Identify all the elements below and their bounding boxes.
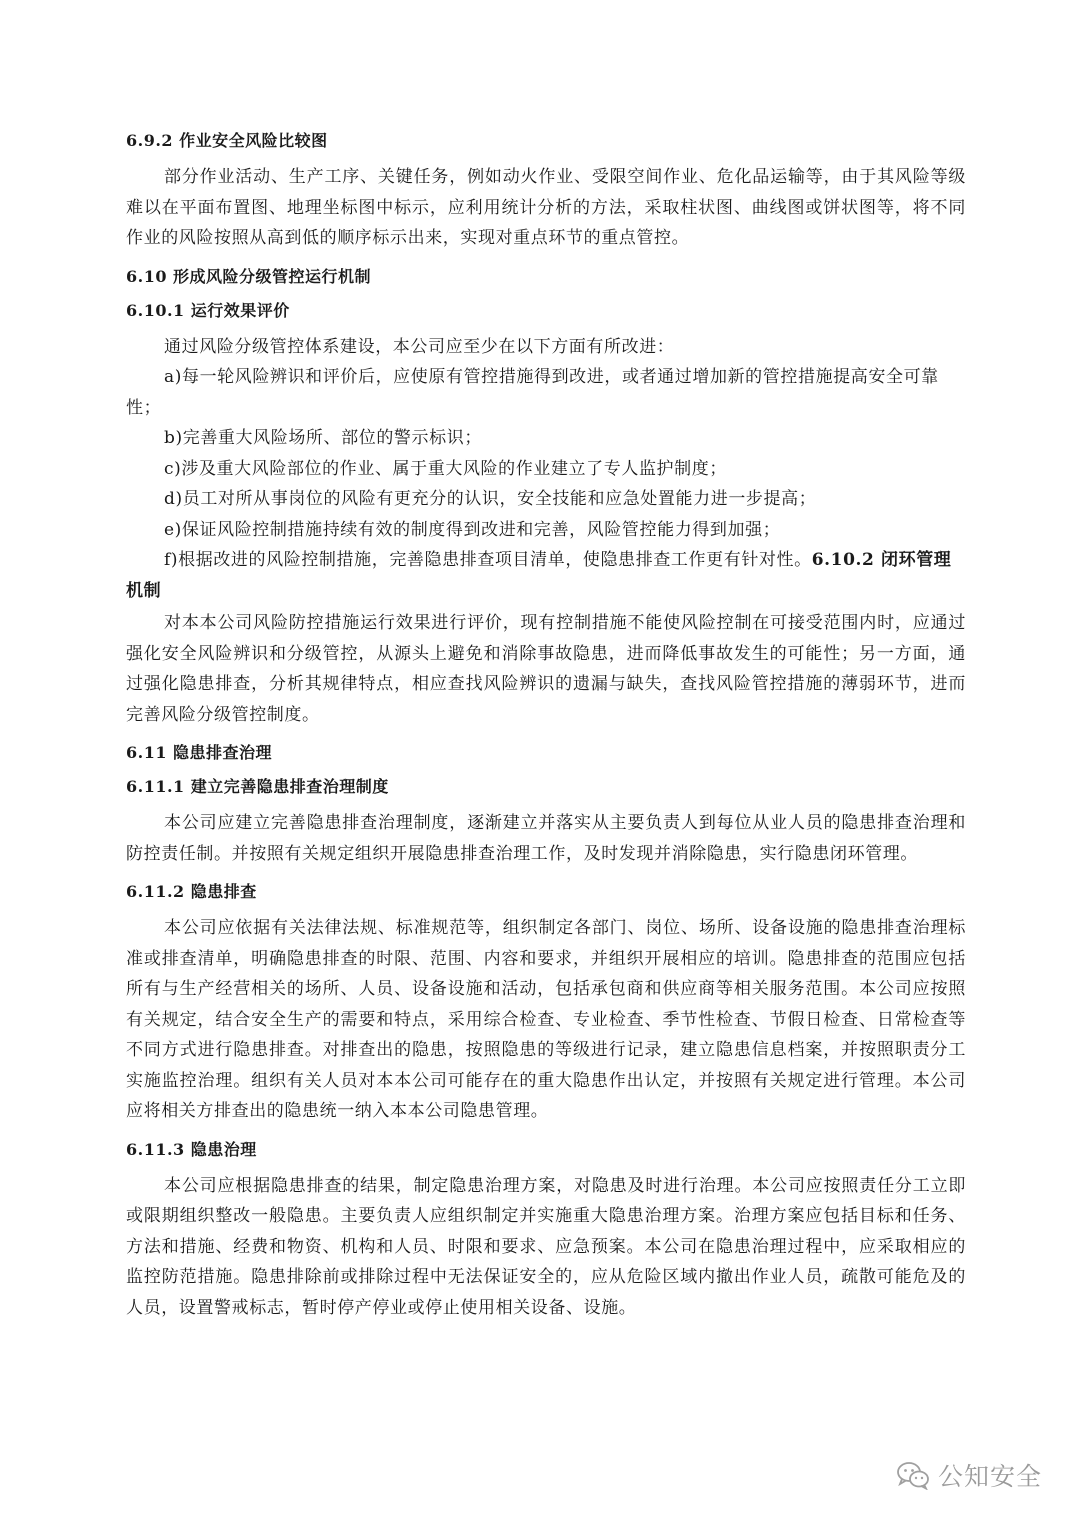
- section-heading-6-10-2: 6.10.2 闭环管理机制: [126, 550, 952, 601]
- section-paragraph-6-11-1: 本公司应建立完善隐患排查治理制度，逐渐建立并落实从主要负责人到每位从业人员的隐患排查治理和防控责任制。并按照有关规定组织开展隐患排查治理工作，及时发现并消除隐患，实行隐患闭环管理。: [126, 813, 966, 864]
- document-page: [126, 128, 966, 1333]
- list-item: c)涉及重大风险部位的作业、属于重大风险的作业建立了专人监护制度；: [164, 458, 727, 479]
- list-item: a)每一轮风险辨识和评价后，应使原有管控措施得到改进，或者通过增加新的管控措施提高安全可靠性；: [126, 367, 939, 418]
- section-heading-6-10: 6.10 形成风险分级管控运行机制: [126, 266, 372, 286]
- list-intro-6-10-1: 通过风险分级管控体系建设，本公司应至少在以下方面有所改进：: [164, 336, 675, 357]
- section-paragraph-6-11-2: 本公司应依据有关法律法规、标准规范等，组织制定各部门、岗位、场所、设备设施的隐患排查治理标准或排查清单，明确隐患排查的时限、范围、内容和要求，并组织开展相应的培训。隐患排查的范围应包括所有与生产经营相关的场所、人员、设备设施和活动，包括承包商和供应商等相关服务范围。本公司应按照有关规定，结合安全生产的需要和特点，采用综合检查、专业检查、季节性检查、节假日检查、日常检查等不同方式进行隐患排查。对排查出的隐患，按照隐患的等级进行记录，建立隐患信息档案，并按照职责分工实施监控治理。组织有关人员对本本公司可能存在的重大隐患作出认定，并按照有关规定进行管理。本公司应将相关方排查出的隐患统一纳入本本公司隐患管理。: [126, 918, 966, 1121]
- section-heading-6-11-3: 6.11.3 隐患治理: [126, 1139, 257, 1159]
- list-item: b)完善重大风险场所、部位的警示标识；: [164, 428, 482, 448]
- section-paragraph-6-11-3: 本公司应根据隐患排查的结果，制定隐患治理方案，对隐患及时进行治理。本公司应按照责任分工立即或限期组织整改一般隐患。主要负责人应组织制定并实施重大隐患治理方案。治理方案应包括目标和任务、方法和措施、经费和物资、机构和人员、时限和要求、应急预案。本公司在隐患治理过程中，应采取相应的监控防范措施。隐患排除前或排除过程中无法保证安全的，应从危险区域内撤出作业人员，疏散可能危及的人员，设置警戒标志，暂时停产停业或停止使用相关设备、设施。: [126, 1175, 966, 1318]
- section-paragraph-6-10-2: 对本本公司风险防控措施运行效果进行评价，现有控制措施不能使风险控制在可接受范围内时，应通过强化安全风险辨识和分级管控，从源头上避免和消除事故隐患，进而降低事故发生的可能性；另一方面，通过强化隐患排查，分析其规律特点，相应查找风险辨识的遗漏与缺失，查找风险管控措施的薄弱环节，进而完善风险分级管控制度。: [126, 613, 966, 725]
- improvement-list: [126, 362, 966, 606]
- watermark: [896, 1457, 1042, 1493]
- wechat-icon: [896, 1460, 930, 1490]
- list-item: d)员工对所从事岗位的风险有更充分的认识，安全技能和应急处置能力进一步提高；: [164, 489, 817, 509]
- section-heading-6-11-2: 6.11.2 隐患排查: [126, 882, 257, 901]
- section-paragraph-6-9-2: 部分作业活动、生产工序、关键任务，例如动火作业、受限空间作业、危化品运输等，由于其风险等级难以在平面布置图、地理坐标图中标示，应利用统计分析的方法，采取柱状图、曲线图或饼状图等，将不同作业的风险按照从高到低的顺序标示出来，实现对重点环节的重点管控。: [126, 167, 966, 248]
- section-heading-6-10-1: 6.10.1 运行效果评价: [126, 300, 290, 320]
- watermark-text: 公知安全: [937, 1462, 1042, 1491]
- section-heading-6-11: 6.11 隐患排查治理: [126, 743, 273, 762]
- list-item: f)根据改进的风险控制措施，完善隐患排查项目清单，使隐患排查工作更有针对性。6.10.2 闭环管理机制: [126, 550, 952, 601]
- list-item: e)保证风险控制措施持续有效的制度得到改进和完善，风险管控能力得到加强；: [164, 519, 781, 540]
- section-heading-6-9-2: 6.9.2 作业安全风险比较图: [126, 131, 328, 150]
- section-heading-6-11-1: 6.11.1 建立完善隐患排查治理制度: [126, 777, 389, 796]
